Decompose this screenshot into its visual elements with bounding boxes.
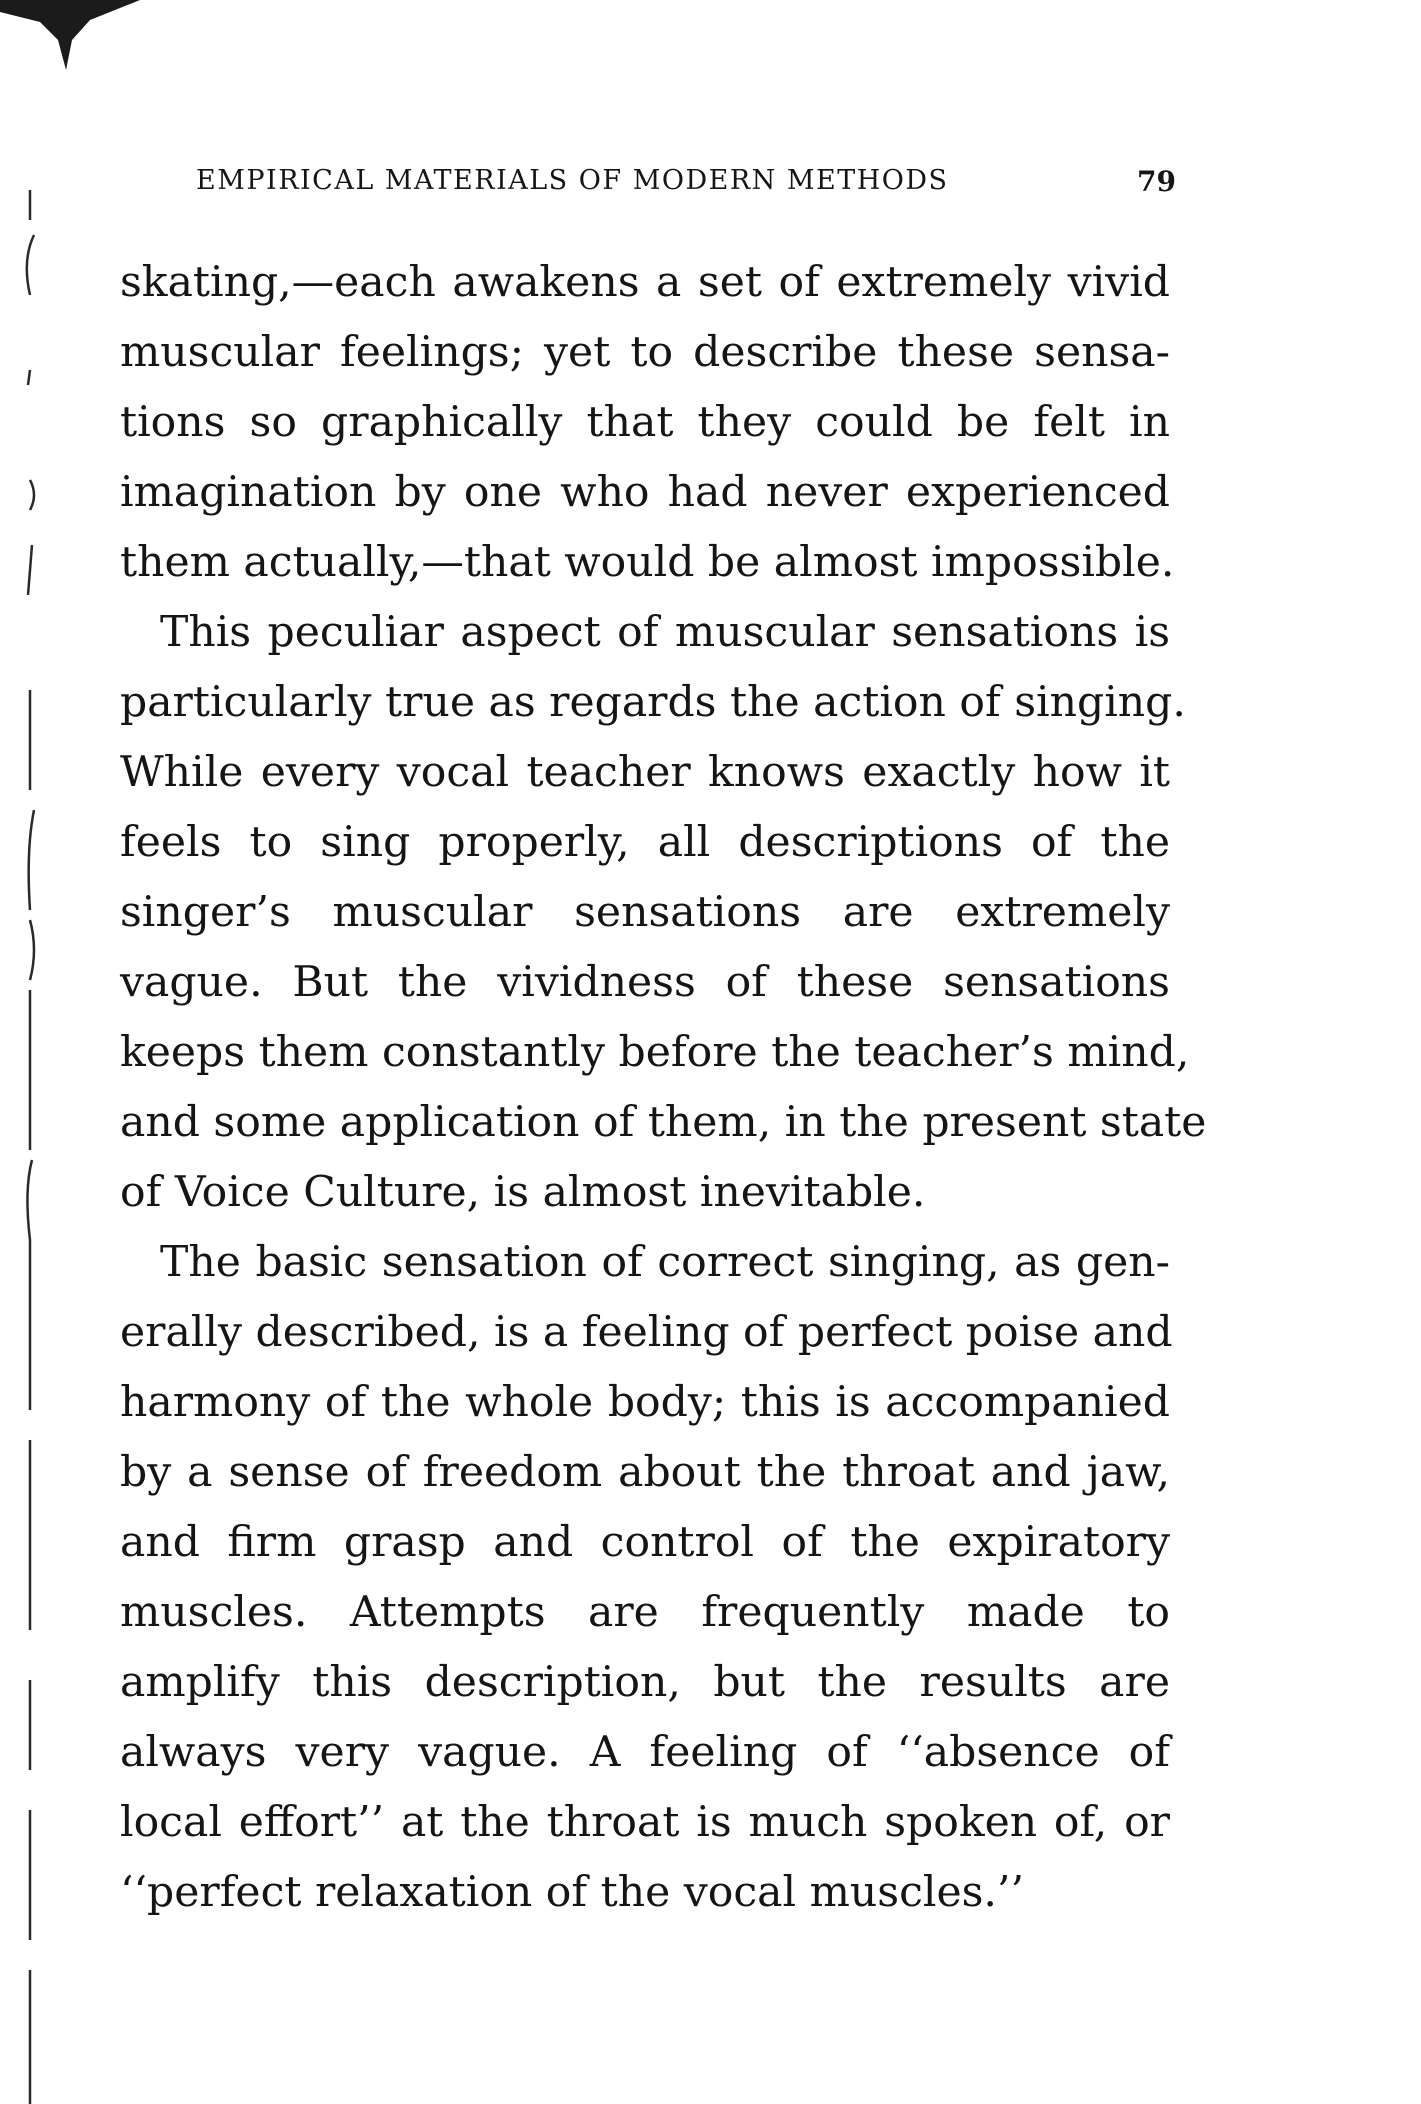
paragraph-2 bbox=[120, 598, 1207, 1228]
running-title: EMPIRICAL MATERIALS OF MODERN METHODS bbox=[196, 165, 949, 196]
text-line: and some application of them, in the present state bbox=[120, 1098, 1207, 1147]
text-line: ‘‘perfect relaxation of the vocal muscles.’’ bbox=[120, 1868, 1024, 1917]
text-line: tions so graphically that they could be felt in bbox=[120, 398, 1170, 447]
paragraph-1 bbox=[120, 248, 1175, 598]
text-line: of Voice Culture, is almost inevitable. bbox=[120, 1168, 926, 1217]
text-line: erally described, is a feeling of perfect poise and bbox=[120, 1308, 1173, 1357]
text-line: local effort’’ at the throat is much spoken of, or bbox=[120, 1798, 1170, 1847]
text-line: them actually,—that would be almost impossible. bbox=[120, 538, 1175, 587]
paragraph-3 bbox=[120, 1228, 1173, 1928]
text-line: skating,—each awakens a set of extremely vivid bbox=[120, 258, 1170, 307]
text-line: and firm grasp and control of the expiratory bbox=[120, 1518, 1170, 1567]
text-line: This peculiar aspect of muscular sensations is bbox=[160, 608, 1170, 657]
text-line: muscular feelings; yet to describe these sensa- bbox=[120, 328, 1170, 377]
text-line: particularly true as regards the action of singing. bbox=[120, 678, 1186, 727]
text-line: The basic sensation of correct singing, as gen- bbox=[160, 1238, 1170, 1287]
text-line: While every vocal teacher knows exactly how it bbox=[120, 748, 1170, 797]
text-line: keeps them constantly before the teacher’s mind, bbox=[120, 1028, 1190, 1077]
scan-corner-shadow bbox=[0, 0, 140, 80]
running-head bbox=[196, 165, 1176, 209]
text-line: muscles. Attempts are frequently made to bbox=[120, 1588, 1170, 1637]
binding-margin-marks bbox=[0, 150, 90, 2104]
body-text bbox=[120, 248, 1207, 1928]
page-number: 79 bbox=[1137, 165, 1176, 198]
text-line: feels to sing properly, all descriptions of the bbox=[120, 818, 1170, 867]
text-line: imagination by one who had never experienced bbox=[120, 468, 1170, 517]
text-line: always very vague. A feeling of ‘‘absence of bbox=[120, 1728, 1170, 1777]
text-line: vague. But the vividness of these sensations bbox=[120, 958, 1170, 1007]
text-line: by a sense of freedom about the throat and jaw, bbox=[120, 1448, 1170, 1497]
text-line: singer’s muscular sensations are extremely bbox=[120, 888, 1170, 937]
text-line: harmony of the whole body; this is accompanied bbox=[120, 1378, 1170, 1427]
text-line: amplify this description, but the results are bbox=[120, 1658, 1170, 1707]
